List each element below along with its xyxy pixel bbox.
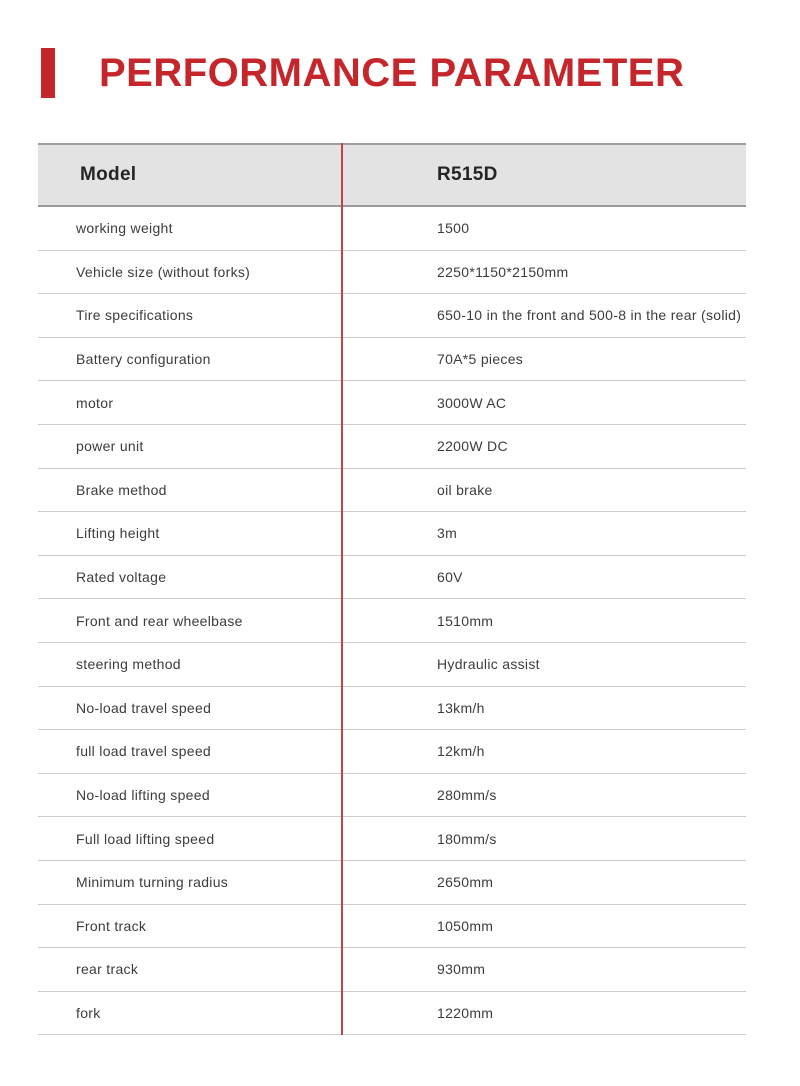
row-value: 2200W DC	[437, 438, 508, 455]
row-label: Front track	[76, 917, 147, 934]
row-value: 1500	[437, 220, 470, 237]
page-title: PERFORMANCE PARAMETER	[99, 51, 685, 95]
row-label: No-load lifting speed	[76, 787, 210, 804]
table-row	[38, 861, 746, 905]
table-row	[38, 905, 746, 949]
table-header-row	[38, 143, 746, 207]
row-label: Vehicle size (without forks)	[76, 263, 251, 280]
table-row	[38, 251, 746, 295]
row-label: working weight	[76, 220, 173, 237]
table-row	[38, 817, 746, 861]
row-label: full load travel speed	[76, 743, 212, 760]
row-label: power unit	[76, 438, 144, 455]
row-value: 2250*1150*2150mm	[437, 263, 569, 280]
table-row	[38, 381, 746, 425]
row-label: Lifting height	[76, 525, 160, 542]
row-value: 1050mm	[437, 917, 494, 934]
row-value: 930mm	[437, 961, 486, 978]
table-row	[38, 425, 746, 469]
table-row	[38, 643, 746, 687]
table-row	[38, 774, 746, 818]
row-label: Rated voltage	[76, 569, 167, 586]
row-label: motor	[76, 394, 114, 411]
row-value: 60V	[437, 569, 463, 586]
row-value: Hydraulic assist	[437, 656, 540, 673]
row-value: oil brake	[437, 481, 493, 498]
row-label: No-load travel speed	[76, 699, 212, 716]
title-accent-bar	[41, 48, 55, 98]
table-header-model-label: Model	[80, 164, 137, 185]
row-label: Front and rear wheelbase	[76, 612, 243, 629]
row-label: Brake method	[76, 481, 167, 498]
table-row	[38, 556, 746, 600]
row-value: 70A*5 pieces	[437, 351, 524, 368]
column-divider-line	[341, 143, 343, 1035]
table-row	[38, 599, 746, 643]
row-value: 3m	[437, 525, 458, 542]
table-row	[38, 948, 746, 992]
table-header-model-value: R515D	[437, 164, 498, 185]
row-value: 650-10 in the front and 500-8 in the rear (solid)	[437, 307, 742, 324]
row-value: 12km/h	[437, 743, 485, 760]
table-row	[38, 469, 746, 513]
row-label: steering method	[76, 656, 181, 673]
table-body	[38, 207, 746, 1035]
row-value: 1220mm	[437, 1004, 494, 1021]
spec-table	[38, 143, 746, 1035]
table-row	[38, 294, 746, 338]
table-row	[38, 338, 746, 382]
table-row	[38, 512, 746, 556]
row-value: 280mm/s	[437, 787, 497, 804]
row-label: Tire specifications	[76, 307, 194, 324]
table-row	[38, 207, 746, 251]
table-row	[38, 730, 746, 774]
row-label: Minimum turning radius	[76, 874, 229, 891]
row-label: fork	[76, 1004, 101, 1021]
row-value: 13km/h	[437, 699, 485, 716]
row-value: 180mm/s	[437, 830, 497, 847]
row-label: rear track	[76, 961, 139, 978]
table-row	[38, 687, 746, 731]
row-value: 3000W AC	[437, 394, 507, 411]
table-row	[38, 992, 746, 1036]
row-label: Battery configuration	[76, 351, 211, 368]
row-value: 2650mm	[437, 874, 494, 891]
row-label: Full load lifting speed	[76, 830, 215, 847]
row-value: 1510mm	[437, 612, 494, 629]
